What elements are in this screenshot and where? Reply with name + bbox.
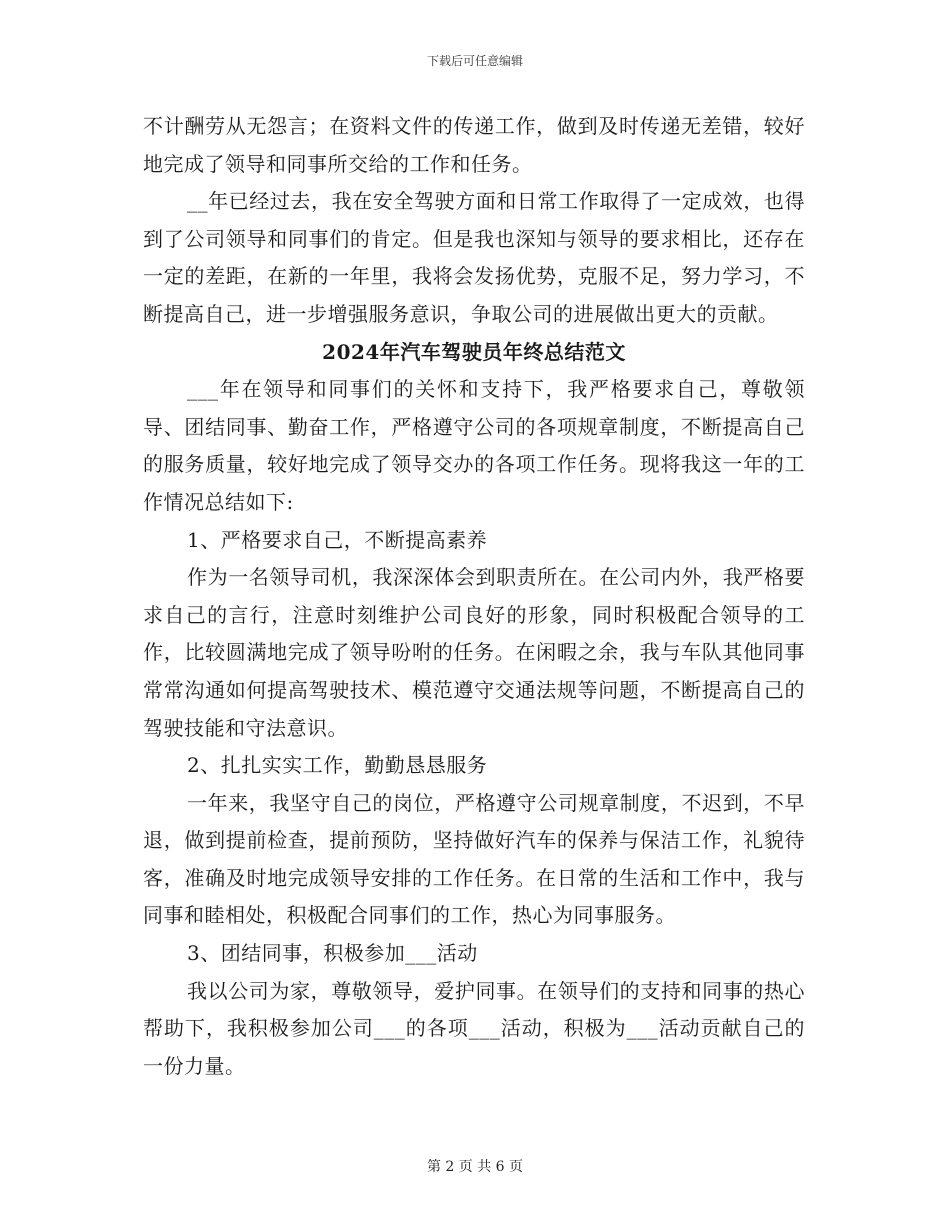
page-number: 第 2 页 共 6 页 (426, 1159, 524, 1175)
page-header: 下载后可任意编辑 (426, 54, 523, 68)
paragraph-section-3: 我以公司为家，尊敬领导，爱护同事。在领导们的支持和同事的热心帮助下，我积极参加公司___的各项___活动，积极为___活动贡献自己的一份力量。 (143, 978, 805, 1078)
paragraph-section-1: 作为一名领导司机，我深深体会到职责所在。在公司内外，我严格要求自己的言行，注意时刻维护公司良好的形象，同时积极配合领导的工作，比较圆满地完成了领导吩咐的任务。在闲暇之余，我与车队其他同事常常沟通如何提高驾驶技术、模范遵守交通法规等问题，不断提高自己的驾驶技能和守法意识。 (143, 565, 805, 740)
paragraph-intro: ___年在领导和同事们的关怀和支持下，我严格要求自己，尊敬领导、团结同事、勤奋工作，严格遵守公司的各项规章制度，不断提高自己的服务质量，较好地完成了领导交办的各项工作任务。现将我这一年的工作情况总结如下: (143, 377, 805, 514)
paragraph-section-2: 一年来，我坚守自己的岗位，严格遵守公司规章制度，不迟到，不早退，做到提前检查，提前预防，坚持做好汽车的保养与保洁工作，礼貌待客，准确及时地完成领导安排的工作任务。在日常的生活和工作中，我与同事和睦相处，积极配合同事们的工作，热心为同事服务。 (143, 790, 805, 928)
section-heading-3: 3、团结同事，积极参加___活动 (187, 941, 478, 966)
paragraph-continuation: 不计酬劳从无怨言；在资料文件的传递工作，做到及时传递无差错，较好地完成了领导和同事所交给的工作和任务。 (143, 114, 805, 176)
document-body (143, 108, 805, 1085)
document-title: 2024年汽车驾驶员年终总结范文 (322, 339, 626, 364)
section-heading-2: 2、扎扎实实工作，勤勤恳恳服务 (187, 753, 488, 778)
paragraph-conclusion: __年已经过去，我在安全驾驶方面和日常工作取得了一定成效，也得到了公司领导和同事们的肯定。但是我也深知与领导的要求相比，还存在一定的差距，在新的一年里，我将会发扬优势，克服不足，努力学习，不断提高自己，进一步增强服务意识，争取公司的进展做出更大的贡献。 (143, 189, 805, 326)
section-heading-1: 1、严格要求自己，不断提高素养 (187, 527, 488, 552)
